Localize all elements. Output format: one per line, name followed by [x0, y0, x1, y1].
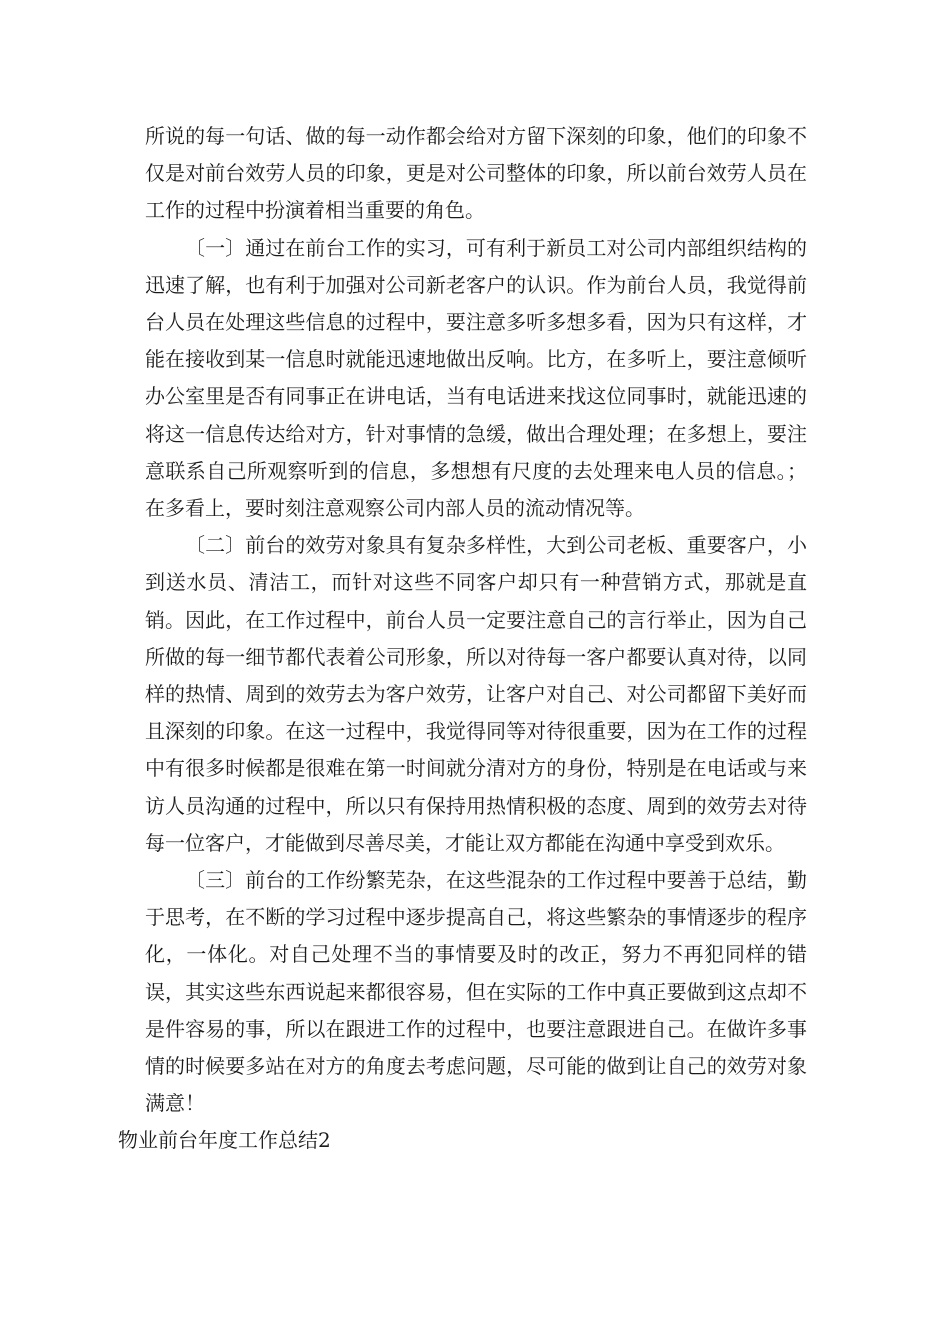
paragraph-point-1: 〔一〕通过在前台工作的实习，可有利于新员工对公司内部组织结构的迅速了解，也有利于加强对公司新老客户的认识。作为前台人员，我觉得前台人员在处理这些信息的过程中，要注意多听多想多看，因为只有这样，才能在接收到某一信息时就能迅速地做出反响。比方，在多听上，要注意倾听办公室里是否有同事正在讲电话，当有电话进来找这位同事时，就能迅速的将这一信息传达给对方，针对事情的急缓，做出合理处理；在多想上，要注意联系自己所观察听到的信息，多想想有尺度的去处理来电人员的信息。；在多看上，要时刻注意观察公司内部人员的流动情况等。: [145, 235, 807, 521]
document-body: [118, 118, 807, 1160]
section-heading: 物业前台年度工作总结2: [118, 1128, 331, 1153]
paragraph-intro-continuation: 所说的每一句话、做的每一动作都会给对方留下深刻的印象，他们的印象不仅是对前台效劳人员的印象，更是对公司整体的印象，所以前台效劳人员在工作的过程中扮演着相当重要的角色。: [145, 124, 807, 223]
paragraph-point-2: 〔二〕前台的效劳对象具有复杂多样性，大到公司老板、重要客户，小到送水员、清洁工，而针对这些不同客户却只有一种营销方式，那就是直销。因此，在工作过程中，前台人员一定要注意自己的言行举止，因为自己所做的每一细节都代表着公司形象，所以对待每一客户都要认真对待，以同样的热情、周到的效劳去为客户效劳，让客户对自己、对公司都留下美好而且深刻的印象。在这一过程中，我觉得同等对待很重要，因为在工作的过程中有很多时候都是很难在第一时间就分清对方的身份，特别是在电话或与来访人员沟通的过程中，所以只有保持用热情积极的态度、周到的效劳去对待每一位客户，才能做到尽善尽美，才能让双方都能在沟通中享受到欢乐。: [145, 533, 807, 855]
paragraph-point-3: 〔三〕前台的工作纷繁芜杂，在这些混杂的工作过程中要善于总结，勤于思考，在不断的学习过程中逐步提高自己，将这些繁杂的事情逐步的程序化，一体化。对自己处理不当的事情要及时的改正，努力不再犯同样的错误，其实这些东西说起来都很容易，但在实际的工作中真正要做到这点却不是件容易的事，所以在跟进工作的过程中，也要注意跟进自己。在做许多事情的时候要多站在对方的角度去考虑问题，尽可能的做到让自己的效劳对象满意！: [145, 868, 807, 1116]
